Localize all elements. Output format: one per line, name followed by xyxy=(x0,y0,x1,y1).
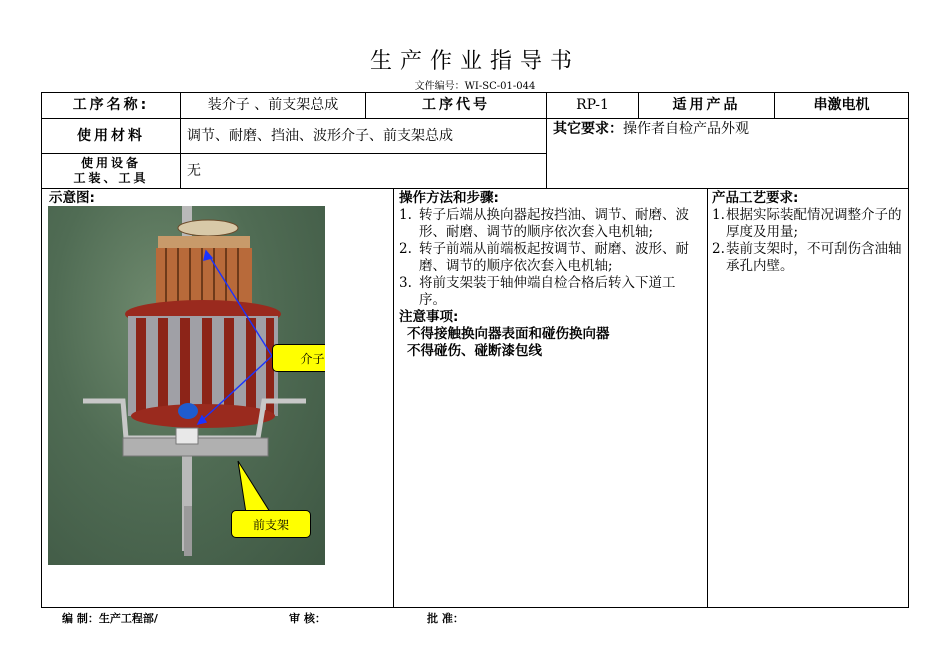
equipment-label-line2: 工装、工具 xyxy=(73,171,149,185)
requirements-heading: 产品工艺要求: xyxy=(712,190,799,206)
other-requirements xyxy=(553,121,903,138)
diagram-label: 示意图: xyxy=(49,190,95,206)
callout-spacer: 介子 xyxy=(272,344,325,372)
footer-prepared: 编 制：生产工程部/ xyxy=(62,612,158,625)
process-code-label: 工序代号 xyxy=(422,97,490,114)
step-item: 1. 转子后端从换向器起按挡油、调节、耐磨、波形、耐磨、调节的顺序依次套入电机轴; xyxy=(399,207,689,240)
document-number: 文件编号：WI-SC-01-044 xyxy=(414,81,536,92)
notes-list xyxy=(399,326,702,360)
other-requirements-label: 其它要求： xyxy=(553,121,623,137)
applicable-product-value: 串激电机 xyxy=(813,97,870,114)
requirements-list xyxy=(712,207,905,275)
footer-approved: 批 准： xyxy=(427,612,464,625)
requirement-item: 2. 装前支架时，不可刮伤含油轴承孔内壁。 xyxy=(712,241,902,274)
step-item: 2. 转子前端从前端板起按调节、耐磨、波形、耐磨、调节的顺序依次套入电机轴; xyxy=(399,241,689,274)
process-name-value: 装介子 、前支架总成 xyxy=(207,97,339,114)
step-item: 3. 将前支架装于轴伸端自检合格后转入下道工序。 xyxy=(399,275,676,308)
armature-photo xyxy=(48,206,325,565)
notes-heading: 注意事项: xyxy=(399,309,459,325)
footer-reviewed: 审 核： xyxy=(289,612,326,625)
equipment-label xyxy=(42,154,180,188)
requirement-item: 1. 根据实际装配情况调整介子的厚度及用量; xyxy=(712,207,902,240)
steps-list xyxy=(399,207,702,309)
materials-value: 调节、耐磨、挡油、波形介子、前支架总成 xyxy=(187,127,453,144)
note-item: 不得碰伤、碰断漆包线 xyxy=(407,343,542,359)
steps-heading: 操作方法和步骤: xyxy=(399,190,499,206)
process-name-label: 工序名称: xyxy=(72,97,150,114)
steps-section xyxy=(399,190,702,360)
process-code-value: RP-1 xyxy=(576,97,609,114)
applicable-product-label: 适用产品 xyxy=(672,97,741,114)
requirements-section xyxy=(712,190,905,275)
equipment-label-line1: 使用设备 xyxy=(80,156,141,170)
other-requirements-value: 操作者自检产品外观 xyxy=(623,121,749,137)
materials-label: 使用材料 xyxy=(77,127,145,144)
document-title: 生产作业指导书 xyxy=(369,49,580,74)
note-item: 不得接触换向器表面和碰伤换向器 xyxy=(407,326,610,342)
equipment-value: 无 xyxy=(187,162,201,179)
callout-front-bracket: 前支架 xyxy=(231,510,311,538)
